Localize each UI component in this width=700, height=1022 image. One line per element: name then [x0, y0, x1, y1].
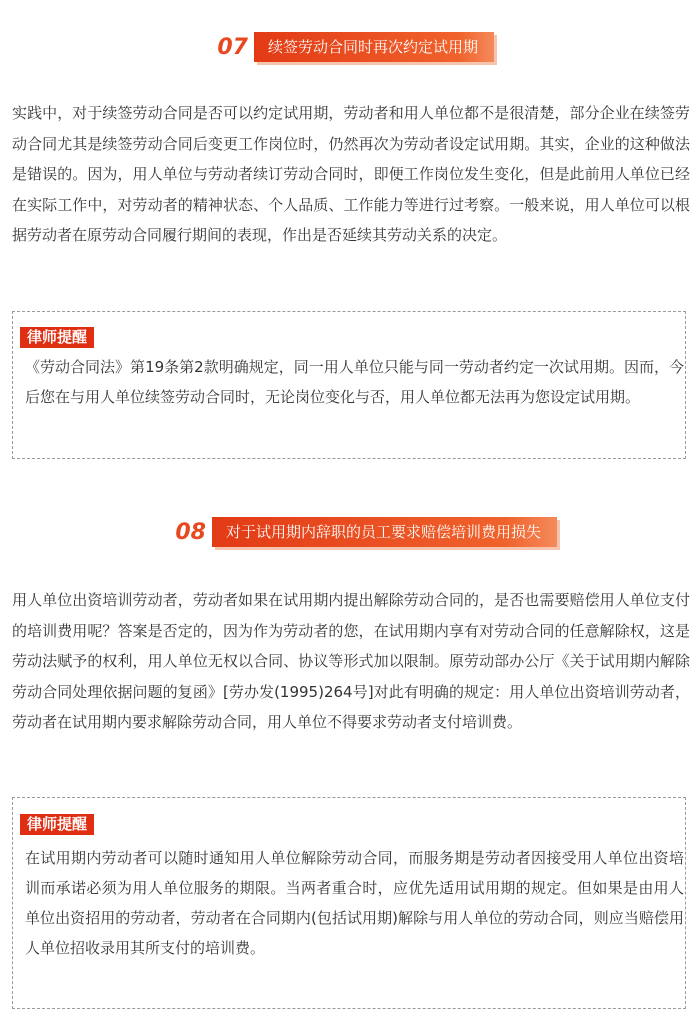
- section-07-title: 续签劳动合同时再次约定试用期: [254, 32, 494, 62]
- section-08-number: 08: [175, 519, 206, 545]
- section-07-tip-text: 《劳动合同法》第19条第2款明确规定，同一用人单位只能与同一劳动者约定一次试用期。因而，今后您在与用人单位续签劳动合同时，无论岗位变化与否，用人单位都无法再为您设定试用期。: [25, 358, 684, 406]
- section-07-header: [214, 32, 494, 62]
- section-08-tip-label: 律师提醒: [20, 814, 94, 835]
- section-08-header: [172, 517, 557, 547]
- section-08-body: 用人单位出资培训劳动者，劳动者如果在试用期内提出解除劳动合同的，是否也需要赔偿用人单位支付的培训费用呢？答案是否定的，因为作为劳动者的您，在试用期内享有对劳动合同的任意解除权，这是劳动法赋予的权利，用人单位无权以合同、协议等形式加以限制。原劳动部办公厅《关于试用期内解除劳动合同处理依据问题的复函》[劳办发(1995)264号]对此有明确的规定：用人单位出资培训劳动者，劳动者在试用期内要求解除劳动合同，用人单位不得要求劳动者支付培训费。: [12, 591, 690, 731]
- section-07-tip-label: 律师提醒: [20, 327, 94, 348]
- section-07-number: 07: [217, 34, 248, 60]
- section-07-body: 实践中，对于续签劳动合同是否可以约定试用期，劳动者和用人单位都不是很清楚，部分企业在续签劳动合同尤其是续签劳动合同后变更工作岗位时，仍然再次为劳动者设定试用期。其实，企业的这种做法是错误的。因为，用人单位与劳动者续订劳动合同时，即便工作岗位发生变化，但是此前用人单位已经在实际工作中，对劳动者的精神状态、个人品质、工作能力等进行过考察。一般来说，用人单位可以根据劳动者在原劳动合同履行期间的表现，作出是否延续其劳动关系的决定。: [12, 104, 690, 244]
- section-08-title: 对于试用期内辞职的员工要求赔偿培训费用损失: [212, 517, 557, 547]
- section-08-tip-text: 在试用期内劳动者可以随时通知用人单位解除劳动合同，而服务期是劳动者因接受用人单位出资培训而承诺必须为用人单位服务的期限。当两者重合时，应优先适用试用期的规定。但如果是由用人单位出资招用的劳动者，劳动者在合同期内(包括试用期)解除与用人单位的劳动合同，则应当赔偿用人单位招收录用其所支付的培训费。: [25, 849, 684, 957]
